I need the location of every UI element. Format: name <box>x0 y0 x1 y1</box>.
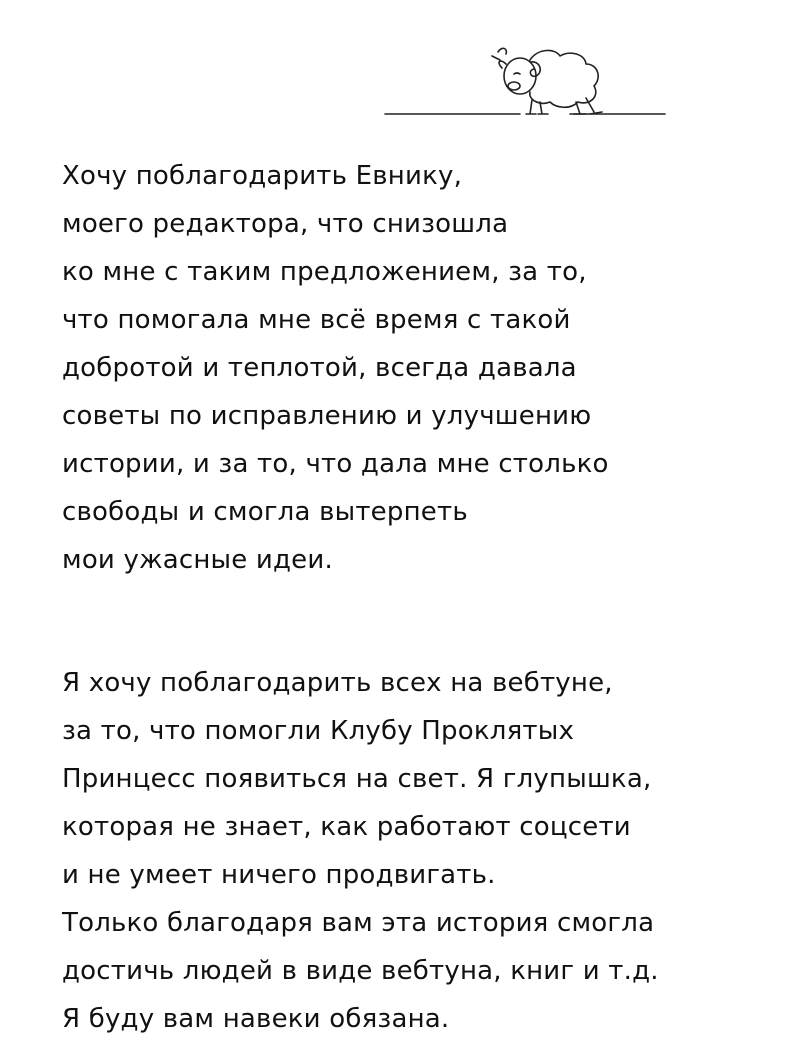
text-line: которая не знает, как работают соцсети <box>62 812 631 842</box>
paragraph-editor-thanks <box>62 152 609 584</box>
paragraph-webtoon-thanks <box>62 659 659 1043</box>
text-line: свободы и смогла вытерпеть <box>62 497 468 527</box>
text-line: Принцесс появиться на свет. Я глупышка, <box>62 764 652 794</box>
sheep-doodle-icon <box>380 30 680 130</box>
text-line: достичь людей в виде вебтуна, книг и т.д. <box>62 956 659 986</box>
text-line: ко мне с таким предложением, за то, <box>62 257 587 287</box>
text-line: Только благодаря вам эта история смогла <box>62 908 655 938</box>
text-line: моего редактора, что снизошла <box>62 209 509 239</box>
text-line: советы по исправлению и улучшению <box>62 401 592 431</box>
text-line: истории, и за то, что дала мне столько <box>62 449 609 479</box>
text-line: мои ужасные идеи. <box>62 545 333 575</box>
text-line: что помогала мне всё время с такой <box>62 305 571 335</box>
text-line: Я хочу поблагодарить всех на вебтуне, <box>62 668 613 698</box>
text-line: и не умеет ничего продвигать. <box>62 860 496 890</box>
text-line: за то, что помогли Клубу Проклятых <box>62 716 575 746</box>
text-line: Я буду вам навеки обязана. <box>62 1004 450 1034</box>
text-line: Хочу поблагодарить Евнику, <box>62 161 463 191</box>
text-line: добротой и теплотой, всегда давала <box>62 353 577 383</box>
